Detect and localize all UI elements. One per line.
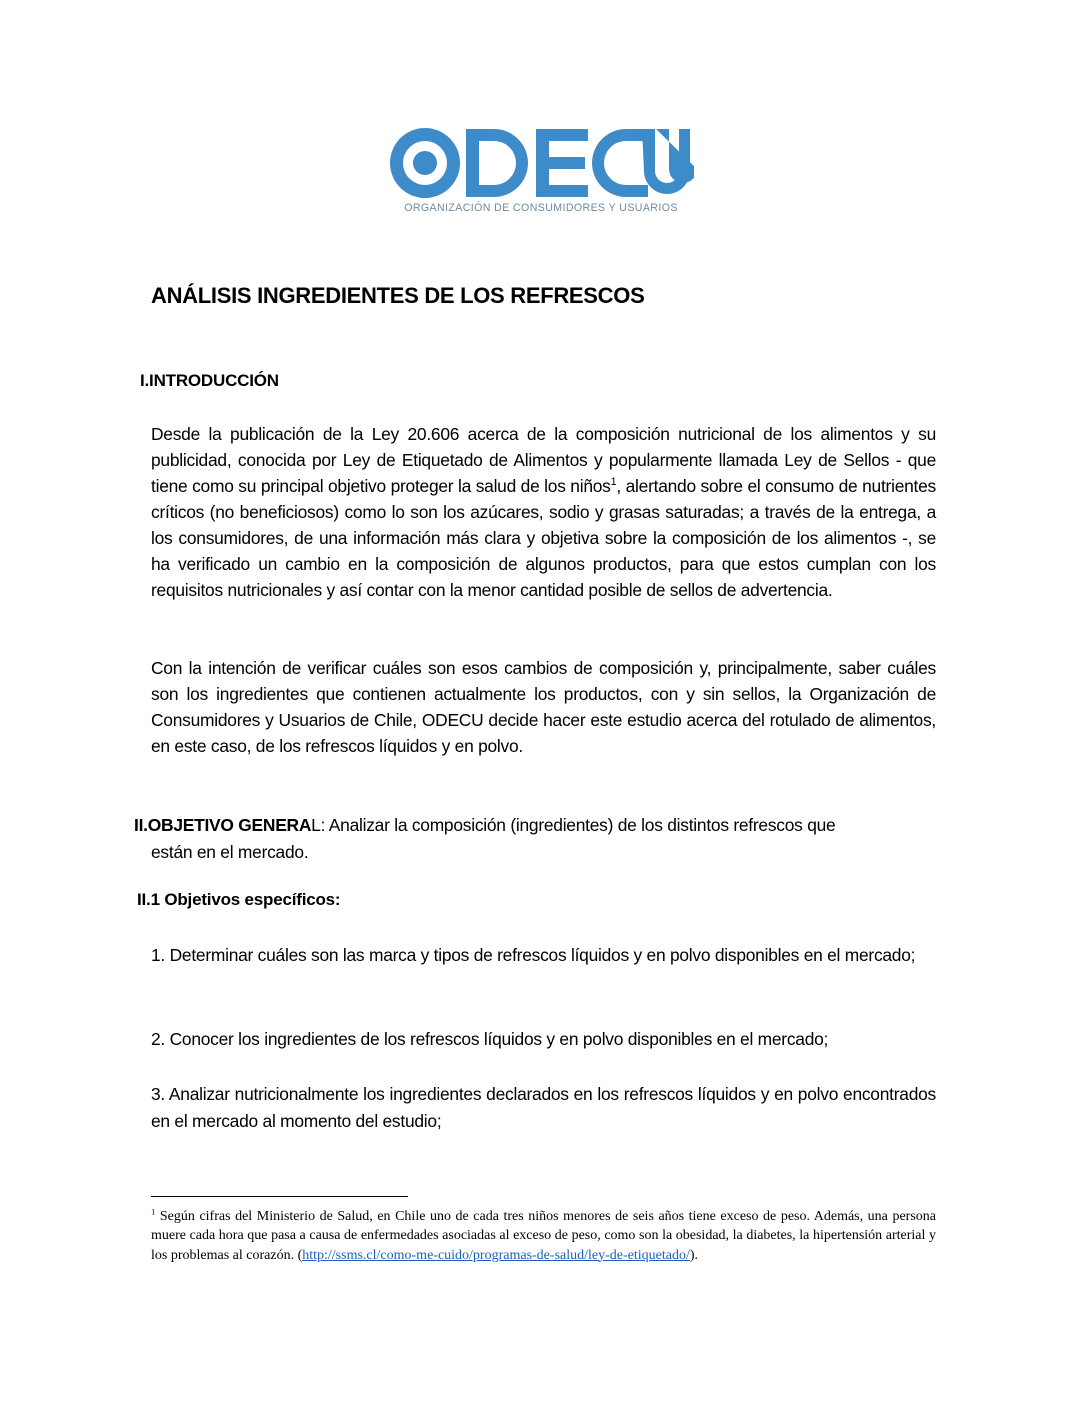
general-objective-label-tail: L xyxy=(311,815,321,835)
specific-objective-item: 3. Analizar nutricionalmente los ingredientes declarados en los refrescos líquidos y en polvo encontrados en el mercado al momento del estudio; xyxy=(151,1084,936,1131)
footnote-closing: ). xyxy=(689,1247,699,1263)
specific-objective-item: 2. Conocer los ingredientes de los refrescos líquidos y en polvo disponibles en el mercado; xyxy=(151,1029,829,1049)
general-objective-label: II.OBJETIVO GENERA xyxy=(134,815,312,835)
specific-objective-item: 1. Determinar cuáles son las marca y tipos de refrescos líquidos y en polvo disponibles en el mercado; xyxy=(151,945,916,965)
section-heading-introduccion: I.INTRODUCCIÓN xyxy=(140,371,279,390)
footnote-separator xyxy=(151,1196,408,1197)
general-objective-text: : Analizar la composición (ingredientes) de los distintos refrescos que xyxy=(320,815,836,835)
intro-paragraph-1-text-a: Desde la publicación de la Ley 20.606 acerca de la composición nutricional de los alimentos y su publicidad, conocida por Ley de Etiquetado de Alimentos y popularmente llamada Ley de Sellos - que tiene como su principal objetivo proteger la salud de los niños xyxy=(151,424,936,496)
footnote-marker: 1 xyxy=(151,1206,156,1217)
odecu-wordmark-graphic xyxy=(388,124,694,204)
document-title: ANÁLISIS INGREDIENTES DE LOS REFRESCOS xyxy=(151,283,645,308)
footnote xyxy=(151,1207,936,1265)
intro-paragraph-1-text-b: , alertando sobre el consumo de nutrientes críticos (no beneficiosos) como lo son los azúcares, sodio y grasas saturadas; a través de la entrega, a los consumidores, de una información más clara y objetiva sobre la composición de los alimentos -, se ha verificado un cambio en la composición de algunos productos, para que estos cumplan con los requisitos nutricionales y así contar con la menor cantidad posible de sellos de advertencia. xyxy=(151,476,936,600)
general-objective xyxy=(134,812,936,866)
logo-subtitle: ORGANIZACIÓN DE CONSUMIDORES Y USUARIOS xyxy=(404,202,678,214)
general-objective-text-continued: están en el mercado. xyxy=(151,842,309,862)
footnote-link[interactable]: http://ssms.cl/como-me-cuido/programas-de-salud/ley-de-etiquetado/ xyxy=(302,1247,690,1263)
footnote-text: Según cifras del Ministerio de Salud, en Chile uno de cada tres niños menores de seis años tiene exceso de peso. Además, una persona muere cada hora que pasa a causa de enfermedades asociadas al exceso de peso, como son la obesidad, la diabetes, la hipertensión arterial y los problemas al corazón. ( xyxy=(151,1209,936,1263)
footnote-reference[interactable]: 1 xyxy=(610,476,617,489)
intro-paragraph-2: Con la intención de verificar cuáles son esos cambios de composición y, principalmente, saber cuáles son los ingredientes que contienen actualmente los productos, con y sin sellos, la Organización de Consumidores y Usuarios de Chile, ODECU decide hacer este estudio acerca del rotulado de alimentos, en este caso, de los refrescos líquidos y en polvo. xyxy=(151,658,936,756)
section-heading-specific-objectives: II.1 Objetivos específicos: xyxy=(137,890,341,909)
intro-paragraph-1 xyxy=(151,421,936,603)
